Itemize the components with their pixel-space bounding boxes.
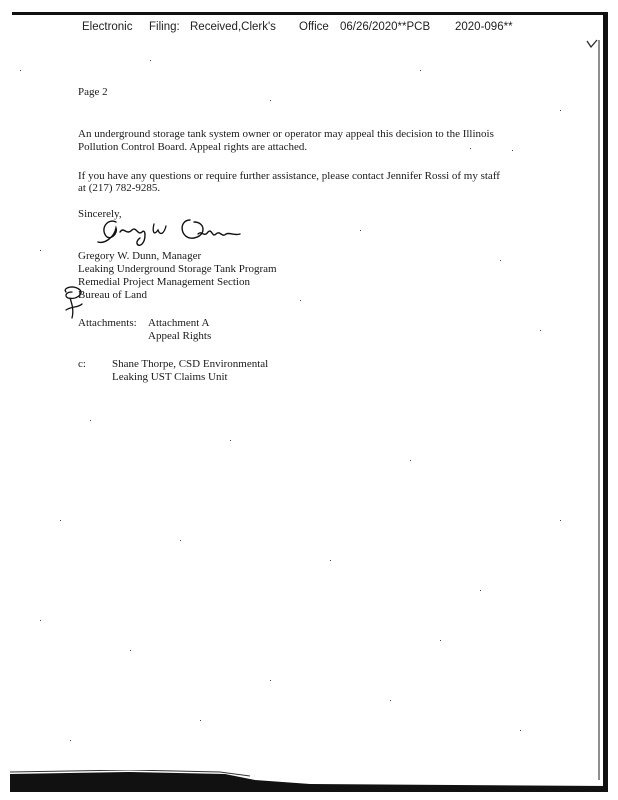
paragraph-2-line-2: at (217) 782-9285.	[78, 182, 161, 194]
paragraph-2-line-1: If you have any questions or require further assistance, please contact Jennifer Rossi of my staff	[78, 170, 500, 182]
stamp-case-number: 2020-096**	[455, 21, 513, 33]
filing-stamp-header	[0, 21, 618, 37]
signatory-bureau: Bureau of Land	[78, 289, 148, 301]
stamp-word-received: Received,Clerk's	[190, 21, 276, 33]
scan-tick-mark	[585, 38, 599, 50]
scan-border-top	[12, 12, 608, 15]
scan-border-right	[603, 12, 608, 792]
handwritten-signature	[94, 214, 244, 248]
paragraph-1-line-2: Pollution Control Board. Appeal rights are attached.	[78, 141, 308, 153]
attachment-item-1: Attachment A	[148, 317, 210, 329]
signatory-program: Leaking Underground Storage Tank Program	[78, 263, 277, 275]
cc-item-2: Leaking UST Claims Unit	[112, 371, 228, 383]
signatory-section: Remedial Project Management Section	[78, 276, 250, 288]
stamp-date-pcb: 06/26/2020**PCB	[340, 21, 431, 33]
page-label: Page 2	[78, 86, 108, 98]
scan-border-right-inner	[598, 40, 600, 780]
stamp-word-office: Office	[299, 21, 329, 33]
signatory-name-title: Gregory W. Dunn, Manager	[78, 250, 202, 262]
attachment-item-2: Appeal Rights	[148, 330, 212, 342]
cc-item-1: Shane Thorpe, CSD Environmental	[112, 358, 269, 370]
attachments-label: Attachments:	[78, 317, 137, 329]
stamp-word-filing: Filing:	[149, 21, 180, 33]
paragraph-1-line-1: An underground storage tank system owner or operator may appeal this decision to the Illinois	[78, 128, 494, 140]
cc-label: c:	[78, 358, 86, 370]
stamp-word-electronic: Electronic	[82, 21, 133, 33]
closing-salutation: Sincerely,	[78, 208, 122, 220]
scan-bottom-edge	[10, 770, 608, 792]
